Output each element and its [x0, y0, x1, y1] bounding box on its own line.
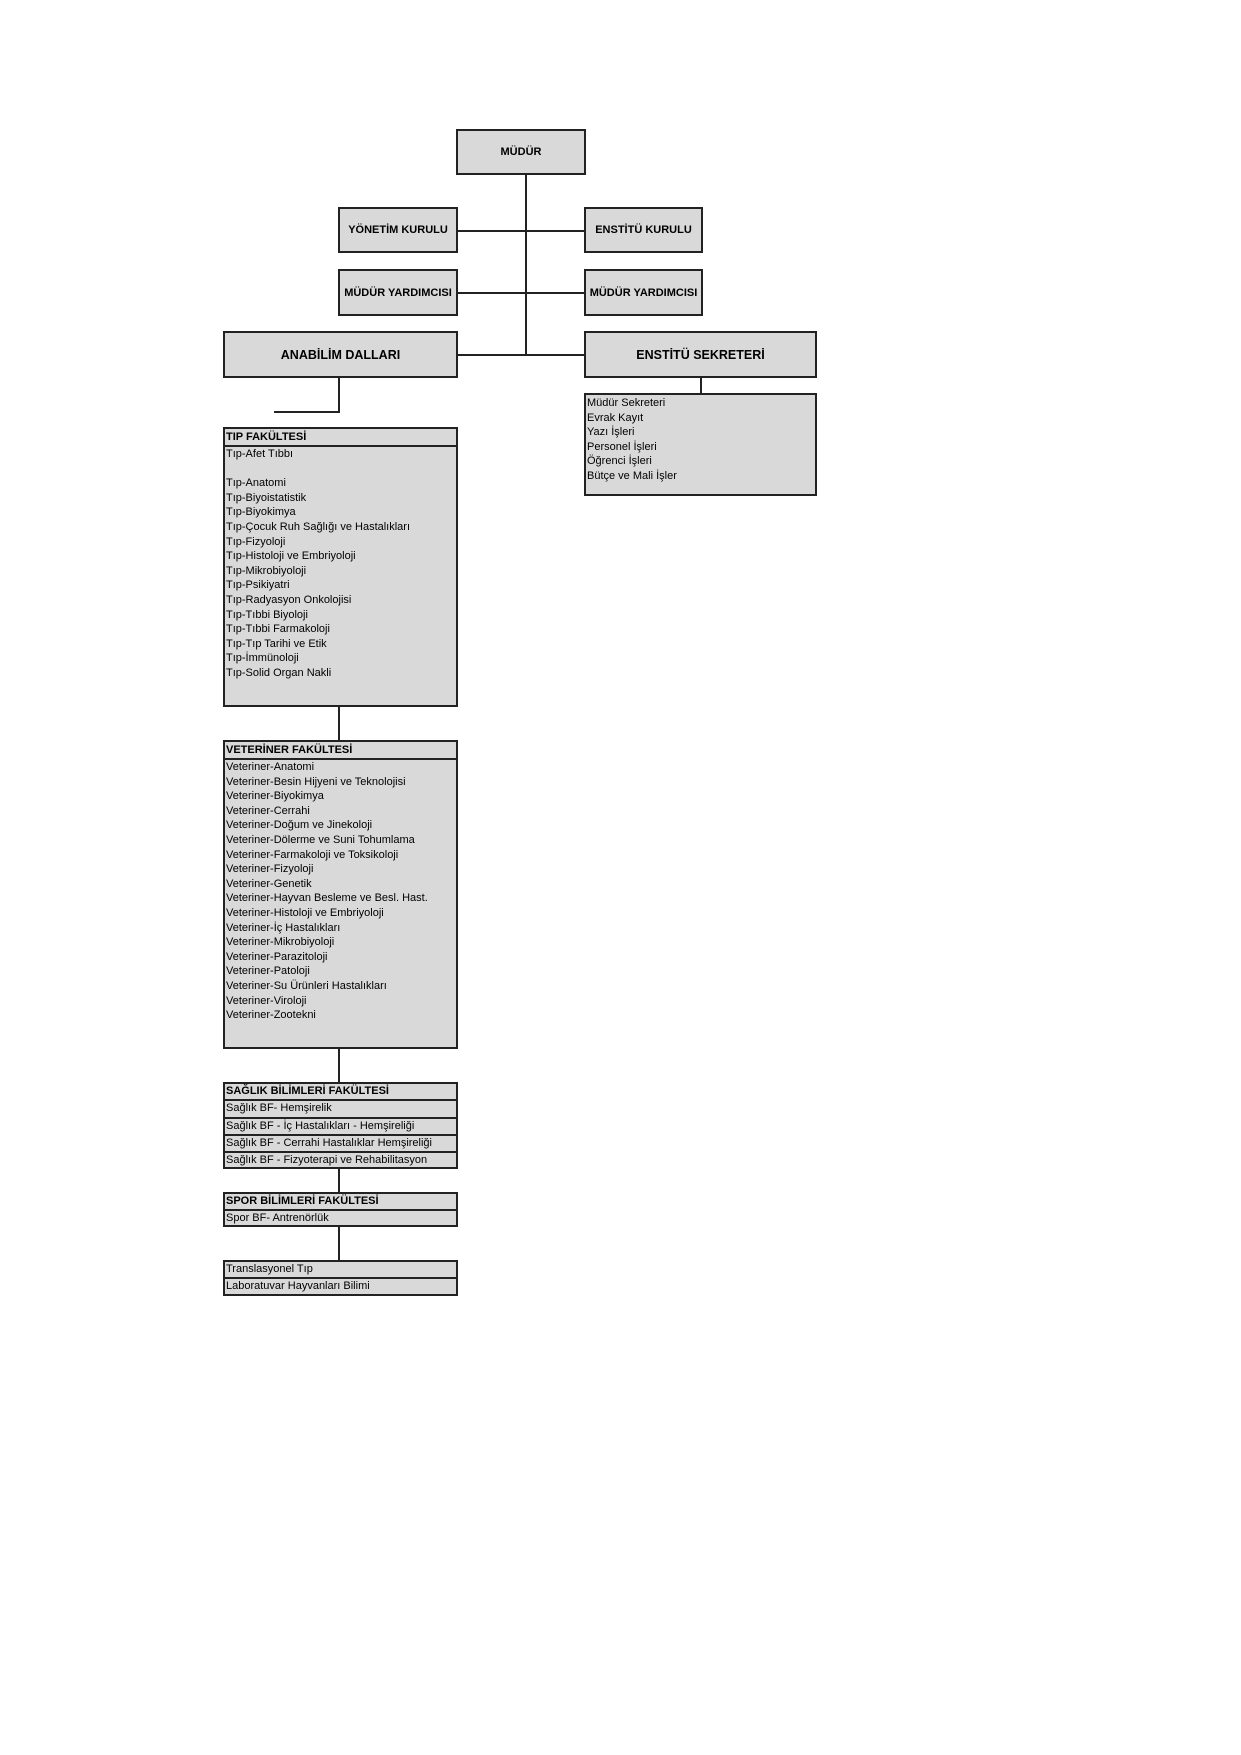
diger-item: Laboratuvar Hayvanları Bilimi — [226, 1280, 370, 1293]
enstitu-kurulu-label: ENSTİTÜ KURULU — [595, 224, 692, 236]
mudur-box — [456, 129, 586, 175]
connector-anabilim-stub — [274, 411, 340, 413]
saglik-fakultesi-title: SAĞLIK BİLİMLERİ FAKÜLTESİ — [225, 1084, 456, 1101]
tip-item: Tıp-Psikiyatri — [226, 579, 290, 592]
veteriner-item: Veteriner-Zootekni — [226, 1009, 316, 1022]
tip-item: Tıp-Tıbbi Biyoloji — [226, 608, 308, 621]
veteriner-item: Veteriner-Viroloji — [226, 994, 307, 1007]
connector-saglik-spor — [338, 1169, 340, 1192]
veteriner-item: Veteriner-İç Hastalıkları — [226, 921, 341, 934]
sekreterlik-list — [584, 393, 817, 496]
veteriner-item: Veteriner-Doğum ve Jinekoloji — [226, 819, 373, 832]
spor-item: Spor BF- Antrenörlük — [226, 1212, 329, 1225]
tip-item: Tıp-Afet Tıbbı — [226, 448, 294, 460]
tip-blank-row — [225, 462, 456, 477]
connector-yonetim — [457, 230, 587, 232]
veteriner-item: Veteriner-Cerrahi — [226, 804, 310, 817]
veteriner-item: Veteriner-Besin Hijyeni ve Teknolojisi — [226, 775, 406, 788]
veteriner-item: Veteriner-Mikrobiyoloji — [226, 936, 335, 949]
mudur-yardimcisi-right-box — [584, 269, 703, 316]
veteriner-item: Veteriner-Dölerme ve Suni Tohumlama — [226, 833, 415, 846]
veteriner-item: Veteriner-Fizyoloji — [226, 863, 314, 876]
veteriner-fakultesi-list — [223, 740, 458, 1049]
sekreterlik-item: Personel İşleri — [587, 440, 657, 453]
sekreterlik-item: Bütçe ve Mali İşler — [587, 469, 677, 482]
mudur-yardimcisi-left-box — [338, 269, 458, 316]
yonetim-kurulu-box — [338, 207, 458, 253]
veteriner-item: Veteriner-Biyokimya — [226, 790, 324, 803]
spor-fakultesi-list — [223, 1192, 458, 1227]
tip-item: Tıp-Anatomi — [226, 477, 286, 490]
veteriner-item: Veteriner-Hayvan Besleme ve Besl. Hast. — [226, 892, 428, 905]
connector-spor-diger — [338, 1227, 340, 1260]
connector-trunk — [525, 175, 527, 355]
saglik-item: Sağlık BF - Fizyoterapi ve Rehabilitasyon — [226, 1154, 428, 1167]
veteriner-item: Veteriner-Histoloji ve Embriyoloji — [226, 906, 384, 919]
veteriner-item: Veteriner-Parazitoloji — [226, 950, 328, 963]
veteriner-item: Veteriner-Patoloji — [226, 965, 310, 978]
saglik-item: Sağlık BF- Hemşirelik — [225, 1101, 456, 1118]
anabilim-dallari-label: ANABİLİM DALLARI — [280, 347, 401, 362]
diger-list — [223, 1260, 458, 1296]
tip-item: Tıp-Fizyoloji — [226, 535, 286, 548]
tip-fakultesi-list — [223, 427, 458, 707]
tip-item: Tıp-Biyokimya — [226, 506, 296, 519]
saglik-item: Sağlık BF - Cerrahi Hastalıklar Hemşireliği — [225, 1136, 456, 1153]
enstitu-kurulu-box — [584, 207, 703, 253]
mudur-label: MÜDÜR — [500, 146, 542, 158]
connector-anabilim-down — [338, 378, 340, 412]
saglik-item: Sağlık BF - İç Hastalıkları - Hemşireliği — [225, 1119, 456, 1136]
yonetim-kurulu-label: YÖNETİM KURULU — [348, 224, 448, 236]
sekreterlik-item: Öğrenci İşleri — [587, 455, 652, 468]
sekreterlik-item: Yazı İşleri — [587, 426, 635, 439]
enstitu-sekreteri-box — [584, 331, 817, 378]
connector-anabilim-sekreter — [457, 354, 587, 356]
tip-item: Tıp-Mikrobiyoloji — [226, 564, 307, 577]
tip-item: Tıp-Tıp Tarihi ve Etik — [226, 637, 327, 650]
anabilim-dallari-box — [223, 331, 458, 378]
mudur-yardimcisi-left-label: MÜDÜR YARDIMCISI — [344, 286, 452, 299]
sekreterlik-item: Müdür Sekreteri — [587, 397, 666, 409]
connector-mudur-yrd — [457, 292, 587, 294]
veteriner-item: Veteriner-Su Ürünleri Hastalıkları — [226, 979, 387, 992]
connector-tip-vet — [338, 707, 340, 740]
tip-item: Tıp-Çocuk Ruh Sağlığı ve Hastalıkları — [226, 520, 411, 533]
veteriner-item: Veteriner-Genetik — [226, 877, 312, 890]
veteriner-item: Veteriner-Farmakoloji ve Toksikoloji — [226, 848, 399, 861]
tip-fakultesi-title: TIP FAKÜLTESİ — [225, 429, 456, 447]
saglik-fakultesi-list — [223, 1082, 458, 1169]
tip-item: Tıp-Histoloji ve Embriyoloji — [226, 550, 356, 563]
tip-item: Tıp-Biyoistatistik — [226, 491, 307, 504]
mudur-yardimcisi-right-label: MÜDÜR YARDIMCISI — [589, 286, 698, 299]
tip-item: Tıp-Solid Organ Nakli — [226, 666, 332, 679]
sekreterlik-item: Evrak Kayıt — [587, 411, 644, 424]
diger-item: Translasyonel Tıp — [225, 1262, 456, 1279]
veteriner-fakultesi-title: VETERİNER FAKÜLTESİ — [225, 742, 456, 760]
veteriner-item: Veteriner-Anatomi — [226, 761, 315, 773]
tip-item: Tıp-İmmünoloji — [226, 652, 299, 665]
enstitu-sekreteri-label: ENSTİTÜ SEKRETERİ — [636, 347, 765, 362]
tip-item: Tıp-Radyasyon Onkolojisi — [226, 593, 352, 606]
connector-vet-saglik — [338, 1049, 340, 1082]
tip-item: Tıp-Tıbbi Farmakoloji — [226, 623, 330, 636]
spor-fakultesi-title: SPOR BİLİMLERİ FAKÜLTESİ — [225, 1194, 456, 1211]
